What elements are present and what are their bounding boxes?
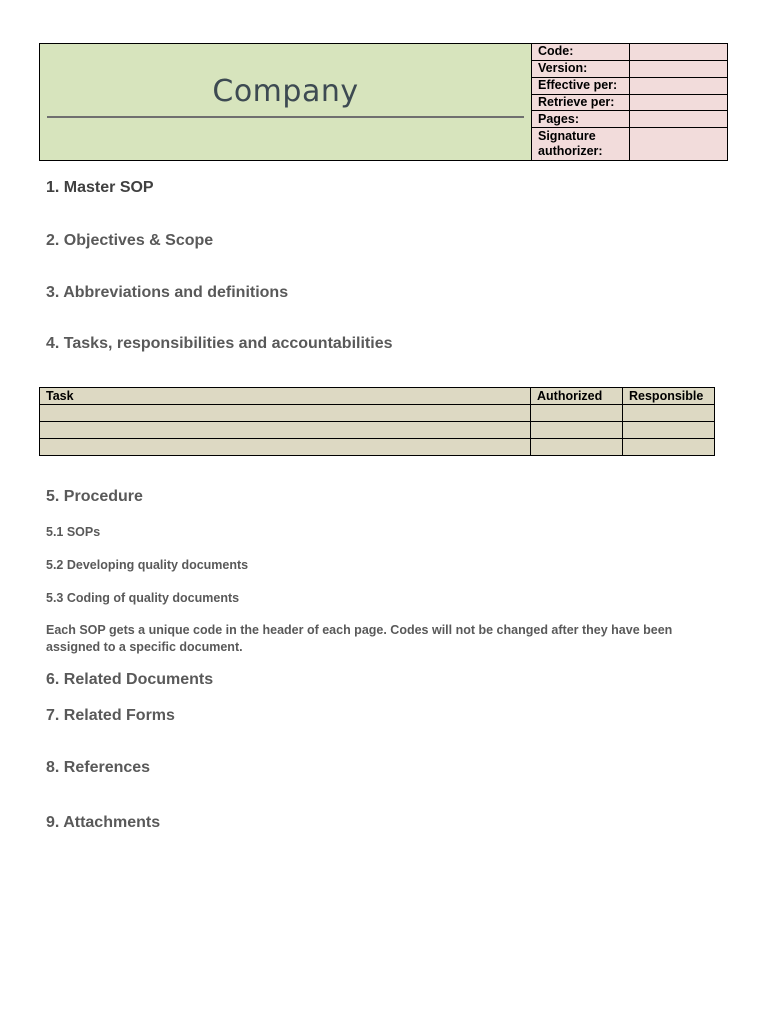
table-row xyxy=(40,422,715,439)
meta-label-pages: Pages: xyxy=(532,111,630,128)
section-6-heading[interactable]: 6. Related Documents xyxy=(46,671,214,688)
section-5-heading[interactable]: 5. Procedure xyxy=(46,488,143,505)
task-cell[interactable] xyxy=(40,439,531,456)
responsible-col-header: Responsible xyxy=(623,388,715,405)
authorized-cell[interactable] xyxy=(531,422,623,439)
task-col-header: Task xyxy=(40,388,531,405)
coding-paragraph[interactable]: Each SOP gets a unique code in the header of each page. Codes will not be changed after they have been assigned to a specific document. xyxy=(46,623,673,654)
company-area xyxy=(40,44,532,160)
document-meta-table xyxy=(532,44,727,160)
task-table xyxy=(39,387,715,456)
subsection-5-1-heading[interactable]: 5.1 SOPs xyxy=(46,525,101,539)
meta-value-signature[interactable] xyxy=(630,128,728,160)
meta-label-signature: Signature authorizer: xyxy=(532,128,630,160)
authorized-col-header: Authorized xyxy=(531,388,623,405)
authorized-cell[interactable] xyxy=(531,405,623,422)
section-4-heading[interactable]: 4. Tasks, responsibilities and accountabilities xyxy=(46,335,393,352)
meta-value-code[interactable] xyxy=(630,44,728,60)
authorized-cell[interactable] xyxy=(531,439,623,456)
section-2-heading[interactable]: 2. Objectives & Scope xyxy=(46,232,214,249)
task-cell[interactable] xyxy=(40,405,531,422)
section-3-heading[interactable]: 3. Abbreviations and definitions xyxy=(46,284,289,301)
meta-label-effective: Effective per: xyxy=(532,77,630,94)
section-9-heading[interactable]: 9. Attachments xyxy=(46,814,161,831)
meta-value-retrieve[interactable] xyxy=(630,94,728,111)
section-8-heading[interactable]: 8. References xyxy=(46,759,151,776)
responsible-cell[interactable] xyxy=(623,405,715,422)
company-name[interactable]: Company xyxy=(212,74,359,109)
table-row xyxy=(40,439,715,456)
task-table-header-row xyxy=(40,388,715,405)
meta-label-version: Version: xyxy=(532,60,630,77)
meta-value-version[interactable] xyxy=(630,60,728,77)
subsection-5-2-heading[interactable]: 5.2 Developing quality documents xyxy=(46,558,249,572)
subsection-5-3-heading[interactable]: 5.3 Coding of quality documents xyxy=(46,591,240,605)
company-underline xyxy=(47,116,524,118)
task-cell[interactable] xyxy=(40,422,531,439)
section-1-heading[interactable]: 1. Master SOP xyxy=(46,179,154,196)
document-header xyxy=(39,43,728,161)
table-row xyxy=(40,405,715,422)
responsible-cell[interactable] xyxy=(623,422,715,439)
meta-label-retrieve: Retrieve per: xyxy=(532,94,630,111)
meta-value-pages[interactable] xyxy=(630,111,728,128)
meta-label-code: Code: xyxy=(532,44,630,60)
section-7-heading[interactable]: 7. Related Forms xyxy=(46,707,175,724)
responsible-cell[interactable] xyxy=(623,439,715,456)
meta-value-effective[interactable] xyxy=(630,77,728,94)
